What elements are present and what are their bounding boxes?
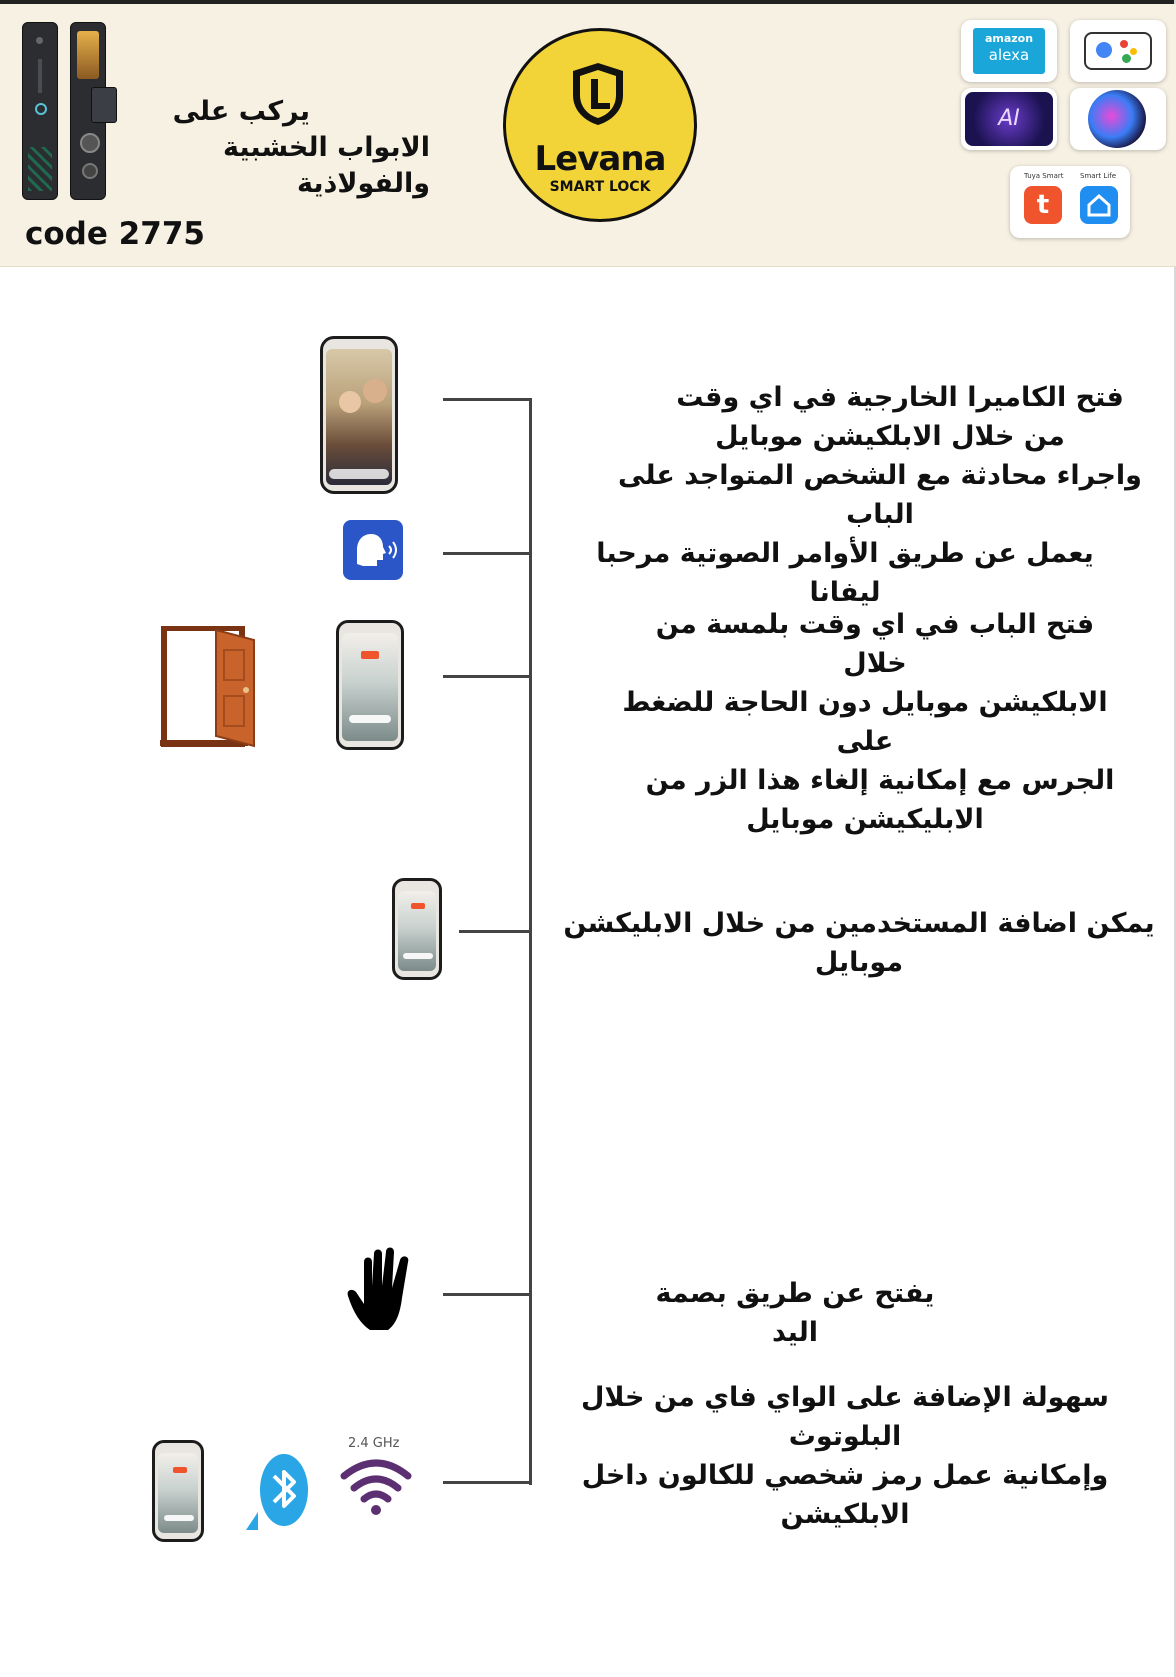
wifi-band-label: 2.4 GHz xyxy=(348,1436,400,1451)
feature-users-line-1: يمكن اضافة المستخدمين من خلال الابليكشن موبايل xyxy=(563,908,1155,978)
connector-trunk xyxy=(529,398,532,1485)
wifi-icon xyxy=(340,1456,412,1516)
palm-icon xyxy=(346,1246,426,1332)
feature-door-line-1: فتح الباب في اي وقت بلمسة من خلال xyxy=(655,609,1095,679)
connector-users xyxy=(459,930,532,933)
app-screen xyxy=(158,1453,198,1533)
video-call-screen xyxy=(326,349,392,485)
feature-door-line-2: الابلكيشن موبايل دون الحاجة للضغط على xyxy=(622,687,1108,757)
connector-palm xyxy=(443,1293,532,1296)
feature-voice-line-1: يعمل عن طريق الأوامر الصوتية مرحبا ليفانا xyxy=(596,538,1094,608)
feature-wifi-line-2: وإمكانية عمل رمز شخصي للكالون داخل xyxy=(581,1460,1109,1491)
connector-door xyxy=(443,675,532,678)
feature-door-line-4: الابليكيشن موبايل xyxy=(746,804,984,835)
lock-ring-light xyxy=(35,103,47,115)
ai-label: AI xyxy=(998,106,1020,131)
app-button xyxy=(403,953,433,959)
feature-palm-line-1: يفتح عن طريق بصمة اليد xyxy=(655,1278,935,1348)
ga-dot-red xyxy=(1120,40,1128,48)
app-badge xyxy=(173,1467,187,1473)
lock-back-panel xyxy=(70,22,106,200)
connector-voice xyxy=(443,552,532,555)
feature-wifi-text xyxy=(552,1378,1138,1534)
feature-wifi-line-3: الابلكيشن xyxy=(780,1499,910,1530)
feature-door-line-3: الجرس مع إمكانية إلغاء هذا الزر من xyxy=(645,765,1115,796)
alexa-line-1: amazon xyxy=(984,32,1034,45)
logo-subtitle: SMART LOCK xyxy=(549,179,651,195)
logo-name: Levana xyxy=(534,139,666,179)
shield-icon xyxy=(570,61,626,127)
lock-screen xyxy=(77,31,99,79)
ga-dot-yellow xyxy=(1130,48,1137,55)
ai-icon xyxy=(965,92,1053,146)
call-button-bar xyxy=(329,469,389,479)
smartphone-icon xyxy=(152,1440,204,1542)
app-button xyxy=(349,715,391,723)
tuya-icon: t xyxy=(1024,186,1062,224)
google-assistant-tile xyxy=(1070,20,1166,82)
siri-icon xyxy=(1088,90,1146,148)
smart-life-icon xyxy=(1080,186,1118,224)
ai-tile xyxy=(961,88,1057,150)
connector-camera xyxy=(443,398,532,401)
lock-button xyxy=(82,163,98,179)
app-badge xyxy=(361,651,379,659)
app-badge xyxy=(411,903,425,909)
feature-camera-line-1: فتح الكاميرا الخارجية في اي وقت xyxy=(676,382,1124,413)
app-screen xyxy=(342,633,398,741)
tuya-smartlife-tile xyxy=(1010,166,1130,238)
feature-camera-line-2: من خلال الابلكيشن موبايل xyxy=(715,421,1065,452)
siri-tile xyxy=(1070,88,1166,150)
app-button xyxy=(164,1515,194,1521)
smart-life-caption: Smart Life xyxy=(1080,172,1117,180)
header-banner xyxy=(0,4,1176,267)
levana-logo xyxy=(503,28,697,222)
mount-line-1: يركب على xyxy=(172,96,310,127)
person-silhouette xyxy=(363,379,387,403)
bluetooth-icon xyxy=(246,1450,314,1530)
feature-wifi-line-1: سهولة الإضافة على الواي فاي من خلال البلوتوث xyxy=(581,1382,1109,1452)
tuya-caption: Tuya Smart xyxy=(1024,172,1064,180)
person-silhouette xyxy=(339,391,361,413)
lock-camera xyxy=(36,37,43,44)
feature-camera-text xyxy=(590,378,1170,534)
ga-dot-green xyxy=(1122,54,1131,63)
lock-knob xyxy=(80,133,100,153)
mount-description xyxy=(110,94,430,202)
connector-wifi xyxy=(443,1481,532,1484)
open-door-icon xyxy=(160,626,256,748)
feature-users-text xyxy=(546,904,1172,982)
product-code: code 2775 xyxy=(25,216,205,252)
alexa-tile xyxy=(961,20,1057,82)
feature-door-text xyxy=(600,605,1130,839)
smartphone-icon xyxy=(392,878,442,980)
lock-front-panel xyxy=(22,22,58,200)
alexa-line-2: alexa xyxy=(988,46,1030,64)
mount-line-2: الابواب الخشبية والفولاذية xyxy=(223,132,430,199)
lock-sensor xyxy=(38,59,42,93)
feature-camera-line-3: واجراء محادثة مع الشخص المتواجد على الباب xyxy=(618,460,1142,530)
feature-voice-text xyxy=(560,534,1130,612)
smart-lock-product xyxy=(20,20,115,200)
alexa-logo xyxy=(973,28,1045,74)
smartphone-icon xyxy=(336,620,404,750)
ga-dot-blue xyxy=(1096,42,1112,58)
feature-palm-text xyxy=(630,1274,960,1352)
voice-command-icon xyxy=(343,520,403,580)
smartphone-icon xyxy=(320,336,398,494)
google-assistant-icon xyxy=(1084,32,1152,70)
lock-keypad xyxy=(28,147,52,191)
